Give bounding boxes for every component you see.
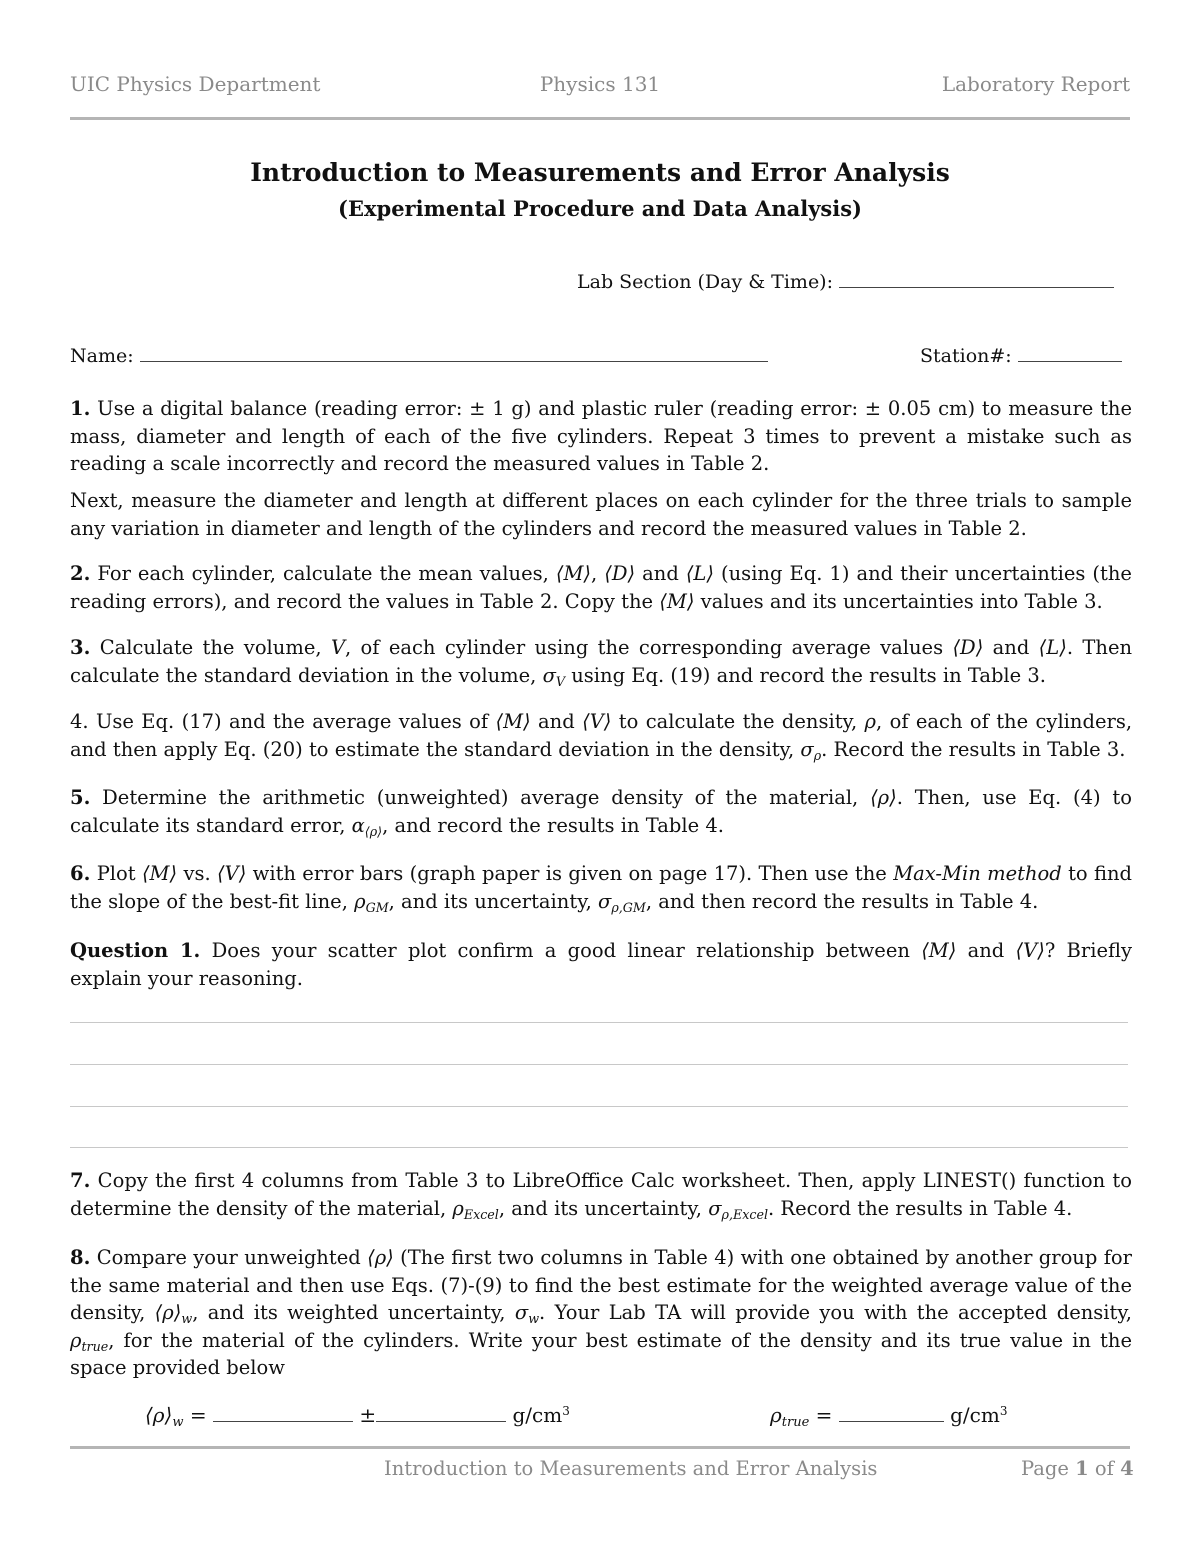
station-field	[920, 344, 1122, 367]
math-symbol: ⟨V⟩	[582, 710, 612, 733]
document-subtitle: (Experimental Procedure and Data Analysis)	[338, 196, 862, 221]
step-text: to calculate the density,	[618, 710, 858, 733]
math-symbol: ρ	[864, 710, 877, 733]
name-field	[70, 344, 768, 367]
step-text: Use a digital balance (reading error: ± 1 g) and plastic ruler (reading error: ± 0.05 cm) to measure the mass, diameter and length of each of the five cylinders. Repeat 3 times to prevent a mistake such as reading a scale incorrectly and record the measured values in Table 2.	[70, 397, 1133, 475]
math-symbol: ⟨V⟩	[1015, 939, 1045, 962]
math-subscript: w	[172, 1414, 184, 1430]
step-text: , and its uncertainty,	[388, 889, 592, 913]
step-text: , and its uncertainty,	[498, 1196, 703, 1220]
math-subscript: ρ,Excel	[721, 1206, 768, 1222]
math-subscript: true	[781, 1414, 810, 1430]
rho-symbol: ρ	[452, 1196, 464, 1220]
step-text: using Eq. (19) and record the results in Table 3.	[571, 663, 1047, 687]
rho-symbol: ρ	[70, 1328, 82, 1352]
method-name: Max-Min method	[893, 862, 1062, 885]
step-7	[70, 1167, 1132, 1222]
step-2	[70, 560, 1132, 615]
math-subscript: true	[81, 1338, 109, 1354]
math-subscript: ⟨ρ⟩	[364, 823, 383, 839]
step-text: Plot	[96, 862, 136, 885]
math-symbol: ⟨D⟩	[952, 636, 984, 659]
of-label: of	[1094, 1457, 1114, 1480]
math-symbol: ⟨L⟩	[1038, 636, 1067, 659]
math-symbol	[352, 814, 383, 837]
math-symbol: V	[330, 636, 346, 659]
plus-minus-sign: ±	[359, 1403, 377, 1427]
step-text: (using Eq. 1) and their uncertainties (the reading errors), and record the values in Table 2. Copy the	[70, 562, 1132, 613]
math-subscript: w	[528, 1310, 540, 1326]
question-text: and	[967, 939, 1005, 962]
unit-label	[512, 1403, 569, 1427]
math-subscript: w	[181, 1310, 193, 1326]
step-text: , of each cylinder using the corresponding average values	[345, 636, 944, 659]
unit-label	[950, 1403, 1007, 1427]
step-number: 2.	[70, 562, 91, 585]
step-text: and	[642, 562, 679, 585]
sigma-symbol: σ	[542, 663, 556, 687]
math-symbol: ⟨ρ⟩	[367, 1246, 394, 1269]
step-5	[70, 784, 1132, 839]
math-subscript: Excel	[463, 1206, 499, 1222]
name-blank[interactable]	[140, 344, 768, 362]
math-symbol	[70, 1329, 108, 1352]
answer-line[interactable]	[70, 1147, 1128, 1148]
name-label: Name:	[70, 345, 134, 368]
question-label: Question 1.	[70, 939, 201, 962]
math-symbol	[543, 664, 565, 687]
step-text: . Record the results in Table 3.	[821, 737, 1126, 761]
step-text: Determine the arithmetic (unweighted) average density of the material,	[102, 786, 859, 809]
step-text: Next, measure the diameter and length at different places on each cylinder for the three trials to sample any variation in diameter and length of the cylinders and record the measured values in Table 2.	[70, 489, 1132, 540]
page-indicator	[1021, 1457, 1134, 1480]
math-symbol: ⟨ρ⟩	[870, 786, 897, 809]
math-symbol: ⟨M⟩	[659, 589, 695, 613]
math-symbol	[708, 1197, 768, 1220]
step-number: 7.	[70, 1169, 91, 1192]
math-symbol	[155, 1301, 193, 1324]
math-symbol	[770, 1403, 810, 1430]
rho-symbol: ρ	[354, 889, 366, 913]
step-number: 3.	[70, 636, 91, 659]
step-number: 8.	[70, 1246, 91, 1269]
answer-line[interactable]	[70, 1064, 1128, 1065]
step-1-continued	[70, 487, 1132, 542]
step-text: to find the slope of the best-fit line,	[70, 862, 1133, 913]
step-number: 5.	[70, 786, 91, 809]
question-text: ? Briefly explain your reasoning.	[70, 939, 1133, 990]
step-1	[70, 395, 1132, 478]
step-text: , and record the results in Table 4.	[382, 813, 724, 837]
header-rule	[70, 117, 1130, 120]
weighted-uncertainty-blank[interactable]	[376, 1403, 506, 1422]
weighted-density-result	[145, 1403, 570, 1430]
step-number: 1.	[70, 397, 91, 420]
math-subscript: GM	[365, 899, 389, 915]
step-text: For each cylinder, calculate the mean values,	[97, 562, 549, 585]
math-symbol: ⟨D⟩	[604, 562, 636, 585]
question-text: Does your scatter plot confirm a good linear relationship between	[211, 939, 910, 962]
equals-sign: =	[189, 1403, 207, 1427]
step-text: Compare your unweighted	[96, 1246, 361, 1269]
math-symbol	[354, 890, 389, 913]
weighted-density-blank[interactable]	[213, 1403, 353, 1422]
math-symbol	[145, 1403, 184, 1430]
math-symbol	[515, 1301, 539, 1324]
station-label: Station#:	[920, 345, 1012, 368]
question-1	[70, 937, 1132, 992]
lab-section-label: Lab Section (Day & Time):	[577, 271, 833, 294]
step-6	[70, 860, 1132, 915]
header-doc-type: Laboratory Report	[941, 72, 1130, 96]
page-label: Page	[1021, 1457, 1069, 1480]
step-text: , for the material of the cylinders. Write your best estimate of the density and its true value in the space provided below	[70, 1328, 1132, 1379]
step-text: with error bars (graph paper is given on page 17). Then use the	[252, 862, 887, 885]
step-text: ,	[591, 562, 598, 585]
step-number: 6.	[70, 862, 91, 885]
step-text: 4. Use Eq. (17) and the average values of	[70, 710, 489, 733]
step-8	[70, 1244, 1132, 1382]
step-text: . Record the results in Table 4.	[768, 1196, 1073, 1220]
page-number: 1	[1075, 1457, 1089, 1480]
document-title: Introduction to Measurements and Error Analysis	[250, 158, 950, 187]
math-symbol: ⟨L⟩	[685, 562, 714, 585]
step-text: vs.	[183, 862, 211, 885]
math-symbol	[598, 890, 646, 913]
lab-section-field	[577, 270, 1114, 293]
step-text: Calculate the volume,	[99, 636, 322, 659]
unit-text: g/cm	[950, 1403, 1000, 1427]
sigma-symbol: σ	[708, 1196, 722, 1220]
step-text: and	[992, 636, 1030, 659]
sigma-symbol: σ	[598, 889, 612, 913]
step-text: Copy the first 4 columns from Table 3 to LibreOffice Calc worksheet. Then, apply LINEST() function to determine the density of the material,	[70, 1169, 1133, 1220]
math-symbol: ⟨M⟩	[921, 939, 957, 962]
sigma-symbol: σ	[514, 1301, 529, 1324]
page-total: 4	[1120, 1457, 1134, 1480]
footer-rule	[70, 1446, 1130, 1449]
step-text: and	[538, 710, 575, 733]
header-department: UIC Physics Department	[70, 72, 321, 96]
true-density-blank[interactable]	[839, 1403, 944, 1422]
step-4	[70, 708, 1132, 763]
math-symbol: ⟨M⟩	[141, 862, 178, 885]
unit-text: g/cm	[512, 1403, 563, 1427]
math-symbol	[452, 1197, 498, 1220]
math-symbol: ⟨M⟩	[495, 710, 531, 733]
math-symbol: ⟨V⟩	[217, 862, 247, 885]
answer-line[interactable]	[70, 1106, 1128, 1107]
equals-sign: =	[815, 1403, 833, 1427]
lab-section-blank[interactable]	[839, 270, 1114, 288]
unit-exponent: 3	[562, 1403, 570, 1418]
step-text: (The first two columns in Table 4) with one obtained by another group for the same material and then use Eqs. (7)-(9) to find the best estimate for the weighted average value of the density,	[70, 1246, 1132, 1324]
step-text: . Your Lab TA will provide you with the accepted density,	[539, 1301, 1133, 1324]
step-text: , and then record the results in Table 4.	[645, 889, 1039, 913]
alpha-symbol: α	[351, 813, 365, 837]
step-text: . Then, use Eq. (4) to calculate its standard error,	[70, 786, 1132, 837]
math-symbol	[800, 738, 821, 761]
true-density-result	[770, 1403, 1008, 1430]
station-blank[interactable]	[1018, 344, 1122, 362]
math-symbol: ⟨M⟩	[555, 562, 592, 585]
unit-exponent: 3	[999, 1403, 1008, 1418]
step-text: , of each of the cylinders, and then apply Eq. (20) to estimate the standard deviation in the density,	[70, 710, 1133, 761]
rho-symbol: ρ	[770, 1403, 782, 1427]
math-subscript: V	[555, 673, 566, 689]
math-subscript: ρ,GM	[611, 899, 646, 915]
header-course: Physics 131	[539, 72, 661, 96]
footer-title: Introduction to Measurements and Error Analysis	[384, 1457, 878, 1480]
step-text: . Then calculate the standard deviation in the volume,	[70, 636, 1133, 687]
rho-avg-symbol: ⟨ρ⟩	[154, 1301, 182, 1324]
step-text: values and its uncertainties into Table 3.	[700, 589, 1103, 613]
step-text: , and its weighted uncertainty,	[192, 1301, 506, 1324]
step-3	[70, 634, 1132, 689]
rho-avg-symbol: ⟨ρ⟩	[145, 1403, 173, 1427]
sigma-symbol: σ	[800, 737, 814, 761]
answer-line[interactable]	[70, 1022, 1128, 1023]
page-header	[70, 72, 1130, 102]
math-subscript: ρ	[813, 747, 822, 763]
